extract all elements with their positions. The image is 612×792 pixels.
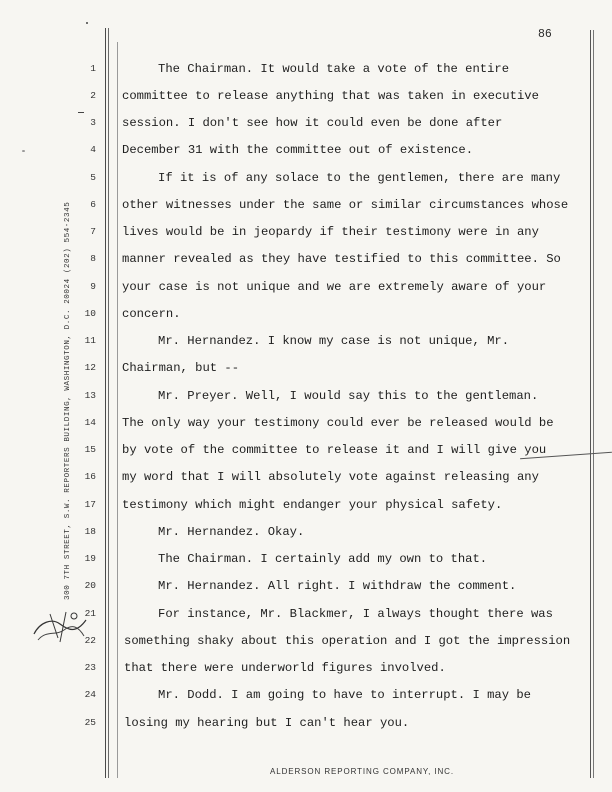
line-number: 12: [84, 362, 96, 373]
transcript-line: Chairman, but --: [122, 361, 240, 375]
transcript-line: session. I don't see how it could even be done after: [122, 116, 503, 130]
transcript-line: The Chairman. I certainly add my own to that.: [158, 552, 488, 566]
line-number: 6: [90, 199, 96, 210]
transcript-line: something shaky about this operation and I got the impression: [124, 634, 571, 648]
right-margin-rule: [590, 30, 591, 778]
line-number: 20: [84, 580, 96, 591]
line-number: 8: [90, 253, 96, 264]
transcript-line: manner revealed as they have testified to this committee. So: [122, 252, 561, 266]
line-number: 3: [90, 117, 96, 128]
line-number: 17: [84, 499, 96, 510]
line-number: 1: [90, 63, 96, 74]
left-text-rule: [117, 42, 118, 778]
line-number: 22: [84, 635, 96, 646]
scan-speck: [22, 150, 25, 152]
transcript-line: Mr. Dodd. I am going to have to interrupt. I may be: [158, 688, 531, 702]
line-number: 16: [84, 471, 96, 482]
transcript-line: by vote of the committee to release it and I will give you: [122, 443, 547, 457]
transcript-line: committee to release anything that was taken in executive: [122, 89, 539, 103]
transcript-line: Mr. Hernandez. I know my case is not unique, Mr.: [158, 334, 510, 348]
line-number: 21: [84, 608, 96, 619]
line-number: 7: [90, 226, 96, 237]
transcript-line: If it is of any solace to the gentlemen, there are many: [158, 171, 561, 185]
transcript-line: The only way your testimony could ever be released would be: [122, 416, 554, 430]
transcript-line: testimony which might endanger your physical safety.: [122, 498, 503, 512]
line-number: 25: [84, 717, 96, 728]
transcript-line: The Chairman. It would take a vote of the entire: [158, 62, 510, 76]
left-margin-rule: [105, 28, 106, 778]
transcript-line: Mr. Preyer. Well, I would say this to the gentleman.: [158, 389, 539, 403]
transcript-line: other witnesses under the same or similar circumstances whose: [122, 198, 569, 212]
line-number: 4: [90, 144, 96, 155]
line-number: 23: [84, 662, 96, 673]
page-number: 86: [538, 28, 552, 41]
line-number: 24: [84, 689, 96, 700]
line-number: 5: [90, 172, 96, 183]
transcript-line: losing my hearing but I can't hear you.: [124, 716, 410, 730]
left-margin-rule-inner: [108, 28, 109, 778]
line-number: 10: [84, 308, 96, 319]
transcript-line: Mr. Hernandez. All right. I withdraw the comment.: [158, 579, 517, 593]
transcript-line: Mr. Hernandez. Okay.: [158, 525, 305, 539]
reporter-address-margin: 300 7TH STREET, S.W. REPORTERS BUILDING, WASHINGTON, D.C. 20024 (202) 554-2345: [64, 201, 72, 600]
transcript-line: For instance, Mr. Blackmer, I always thought there was: [158, 607, 553, 621]
scribble-mark-icon: [30, 604, 92, 650]
transcript-line: your case is not unique and we are extremely aware of your: [122, 280, 547, 294]
line-number: 9: [90, 281, 96, 292]
line-number: 18: [84, 526, 96, 537]
line-number: 13: [84, 390, 96, 401]
transcript-line: my word that I will absolutely vote against releasing any: [122, 470, 539, 484]
scan-speck: [86, 22, 88, 24]
line-number: 2: [90, 90, 96, 101]
line-number: 15: [84, 444, 96, 455]
reporting-company-footer: ALDERSON REPORTING COMPANY, INC.: [270, 767, 454, 776]
right-margin-rule-inner: [593, 30, 594, 778]
line-number: 14: [84, 417, 96, 428]
transcript-line: that there were underworld figures involved.: [124, 661, 446, 675]
transcript-line: concern.: [122, 307, 181, 321]
line-number: 11: [84, 335, 96, 346]
line-number: 19: [84, 553, 96, 564]
scan-speck: [78, 112, 84, 113]
transcript-line: December 31 with the committee out of existence.: [122, 143, 474, 157]
transcript-line: lives would be in jeopardy if their testimony were in any: [122, 225, 539, 239]
